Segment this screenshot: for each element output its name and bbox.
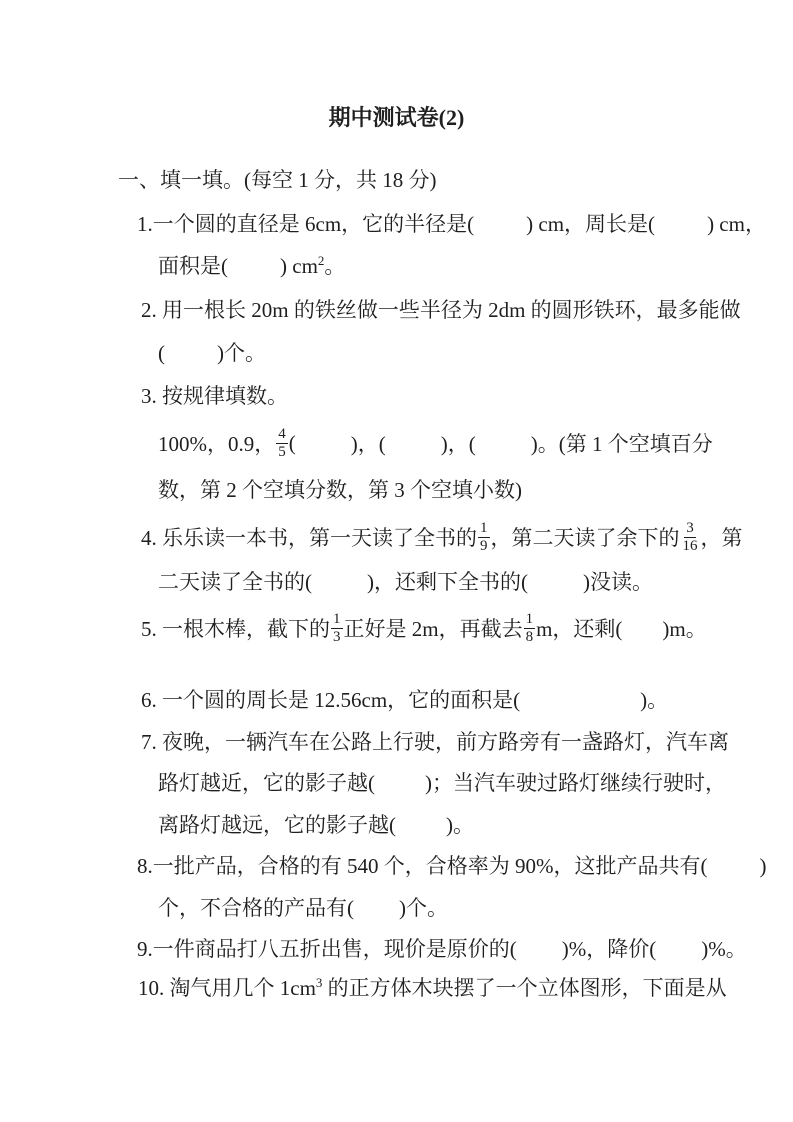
q2-text-1: 2. 用一根长 20m 的铁丝做一些半径为 2dm 的圆形铁环，最多能做: [141, 298, 741, 322]
fraction-numerator: 3: [686, 519, 694, 536]
question-8-line-2: [158, 895, 448, 921]
q8-text-1: 8.一批产品，合格的有 540 个，合格率为 90%，这批产品共有(: [137, 854, 708, 878]
q2-text-2: (: [158, 341, 165, 365]
blank-field: [474, 230, 526, 231]
question-3-line-2: [158, 420, 713, 466]
q10-text-1: 10. 淘气用几个 1cm: [138, 976, 316, 1000]
blank-field: [396, 831, 446, 832]
question-5-line-1: [141, 605, 707, 651]
fraction-denominator: 16: [682, 537, 698, 554]
question-2-line-1: [141, 297, 741, 323]
q4-text-3: ，第: [700, 526, 743, 550]
q7-text-1: 7. 夜晚，一辆汽车在公路上行驶，前方路旁有一盏路灯，汽车离: [141, 730, 729, 754]
blank-field: [622, 628, 662, 629]
blank-field: [375, 789, 425, 790]
question-1-line-1: [137, 211, 766, 237]
blank-field: [312, 588, 367, 589]
q3-text-4: )，(: [350, 432, 386, 456]
section-header: [118, 167, 437, 193]
blank-field: [656, 955, 701, 956]
blank-field: [528, 588, 583, 589]
question-6-line-1: [141, 687, 668, 713]
q7-text-4: 离路灯越远，它的影子越(: [158, 813, 396, 837]
q3-text-6: )。(第 1 个空填百分: [530, 432, 713, 456]
blank-field: [520, 706, 640, 707]
question-7-line-3: [158, 812, 474, 838]
q3-text-3: (: [288, 430, 296, 455]
question-4-line-2: [158, 569, 653, 595]
q8-text-3: 个，不合格的产品有(: [158, 896, 354, 920]
q10-text-2: 的正方体木块摆了一个立体图形，下面是从: [322, 976, 727, 1000]
q8-text-2: ): [759, 854, 767, 878]
q6-text-1: 6. 一个圆的周长是 12.56cm，它的面积是(: [141, 688, 521, 712]
question-7-line-2: [158, 770, 726, 796]
q5-text-1: 5. 一根木棒，截下的: [141, 617, 330, 641]
q7-text-5: )。: [446, 813, 474, 837]
blank-field: [165, 359, 217, 360]
blank-field: [386, 443, 441, 444]
q9-text-1: 9.一件商品打八五折出售，现价是原价的(: [137, 937, 517, 961]
q5-text-4: )m。: [662, 617, 707, 641]
q10-superscript: 3: [315, 975, 323, 990]
q4-text-6: )没读。: [583, 570, 653, 594]
fraction-numerator: 1: [525, 610, 534, 627]
blank-field: [296, 443, 351, 444]
q8-text-4: )个。: [399, 896, 448, 920]
fraction-denominator: 8: [525, 628, 534, 645]
section-header-text: 一、填一填。(每空 1 分，共 18 分): [118, 168, 437, 192]
blank-field: [707, 872, 759, 873]
q1-superscript: 2: [317, 253, 325, 268]
fraction-numerator: 1: [480, 519, 488, 536]
fraction-1-3: [331, 611, 343, 646]
q1-text-5: ) cm: [280, 254, 318, 278]
q6-text-2: )。: [640, 688, 669, 712]
question-3-line-1: [141, 383, 288, 409]
q4-text-1: 4. 乐乐读一本书，第一天读了全书的: [141, 526, 477, 550]
q5-text-3: m，还剩(: [536, 617, 623, 641]
q1-text-6: 。: [324, 254, 346, 278]
blank-field: [517, 955, 562, 956]
fraction-numerator: 4: [278, 425, 286, 442]
question-10-line-1: [138, 975, 727, 1001]
fraction-denominator: 9: [480, 537, 488, 554]
question-4-line-1: [141, 514, 743, 560]
question-9-line-1: [137, 936, 747, 962]
blank-field: [228, 272, 280, 273]
q3-text-7: 数，第 2 个空填分数，第 3 个空填小数): [158, 478, 522, 502]
page-title: 期中测试卷(2): [328, 105, 465, 130]
q4-text-5: )，还剩下全书的(: [367, 570, 528, 594]
fraction-1-8: [524, 611, 536, 646]
question-8-line-1: [137, 853, 766, 879]
q4-text-4: 二天读了全书的(: [158, 570, 312, 594]
question-2-line-2: [158, 340, 266, 366]
q1-text-2: ) cm，周长是(: [526, 212, 656, 236]
question-3-line-3: [158, 477, 522, 503]
q1-text-3: ) cm，: [707, 212, 766, 236]
fraction-numerator: 1: [333, 610, 341, 627]
q3-text-1: 3. 按规律填数。: [141, 384, 288, 408]
q9-text-3: )%。: [701, 937, 747, 961]
fraction-1-9: [478, 520, 490, 555]
q2-text-3: )个。: [217, 341, 266, 365]
q3-text-2: 100%，0.9，: [158, 432, 276, 456]
q7-text-3: )；当汽车驶过路灯继续行驶时，: [425, 771, 726, 795]
fraction-3-16: [681, 520, 700, 555]
fraction-denominator: 5: [278, 443, 286, 460]
question-7-line-1: [141, 729, 729, 755]
fraction-4-5: [276, 426, 288, 461]
q7-text-2: 路灯越近，它的影子越(: [158, 771, 375, 795]
q4-text-2: ，第二天读了余下的: [490, 526, 680, 550]
fraction-denominator: 3: [333, 628, 341, 645]
q3-text-5: )，(: [440, 432, 476, 456]
question-1-line-2: [158, 253, 345, 279]
q9-text-2: )%，降价(: [561, 937, 657, 961]
q5-text-2: 正好是 2m，再截去: [343, 617, 523, 641]
q1-text-1: 1.一个圆的直径是 6cm，它的半径是(: [137, 212, 475, 236]
blank-field: [655, 230, 707, 231]
q1-text-4: 面积是(: [158, 254, 228, 278]
blank-field: [354, 914, 399, 915]
blank-field: [476, 443, 531, 444]
